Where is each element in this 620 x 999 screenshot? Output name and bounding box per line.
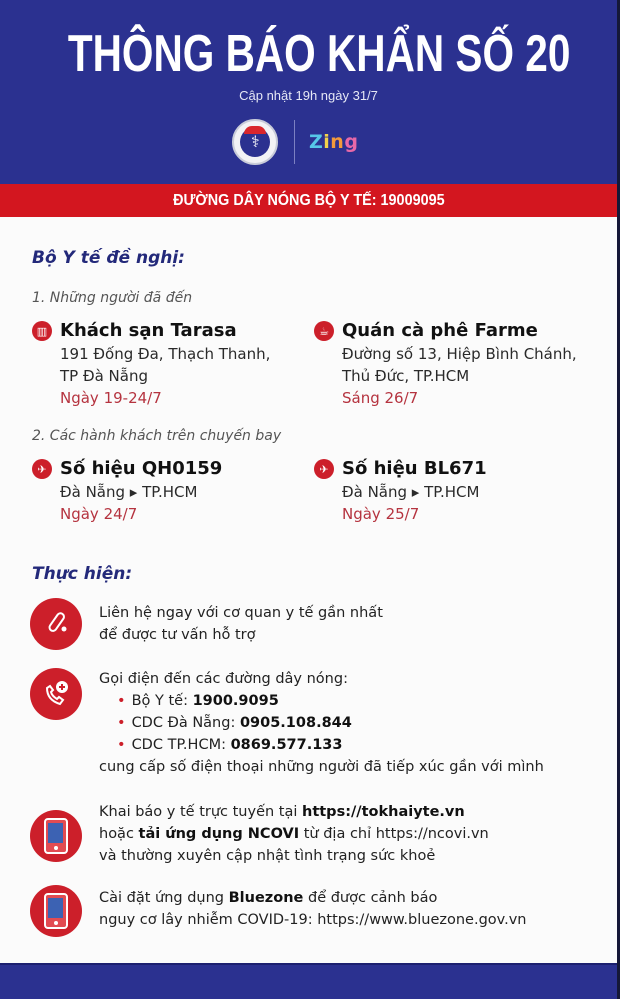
recommend-heading: Bộ Y tế đề nghị: [32,248,185,268]
notice-page: THÔNG BÁO KHẨN SỐ 20 Cập nhật 19h ngày 31/7 ⚕ Zing ĐƯỜNG DÂY NÓNG BỘ Y TẾ: 19009095 Bộ Y tế đề nghị: 1. Những người đã đến ▥ Khách sạn Tarasa 191 Đống Đa, Thạch Thanh, TP Đà Nẵng Ngày 19-24/7 ☕ Quán cà phê Farme Đường số 13, Hiệp Bình Chánh, Thủ Đức, TP.HCM Sáng 26/7 2. Các hành khách trên chuyến bay ✈ Số hiệu QH0159 Đà Nẵng ▸ TP.HCM Ngày 24/7 ✈ Số hiệu BL671 Đà Nẵng ▸ TP.HCM Ngày 25/7 Thực hiện: Liên hệ ngay với cơ quan y tế gần nhất để được tư vấn hỗ trợ Gọi điện đến các đường dây nóng: • Bộ Y tế: 1900.9095 • CDC Đà Nẵng: 0905.108.844 • CDC TP.HCM: 0869.577.133 cung cấp số điện thoại những người đã tiếp xúc gần với mình Khai báo y tế trực tuyến tại https://tokhaiyte.vn hoặc tải ứng dụng NCOVI từ địa chỉ https://ncovi.vn và thường xuyên cập nhật tình trạng sức khoẻ Cài đặt ứng dụng Bluezone để được cảnh báo nguy cơ lây nhiễm COVID-19: https://www.bluezone.gov.vn [0,0,617,999]
place-item: ☕ Quán cà phê Farme Đường số 13, Hiệp Bình Chánh, Thủ Đức, TP.HCM Sáng 26/7 [342,319,620,409]
header-banner [0,0,617,184]
zing-logo: Zing [309,131,359,153]
logo-divider [294,120,295,164]
logo-row [232,118,358,166]
place-item: ▥ Khách sạn Tarasa 191 Đống Đa, Thạch Thanh, TP Đà Nẵng Ngày 19-24/7 [60,319,350,409]
flight-item: ✈ Số hiệu QH0159 Đà Nẵng ▸ TP.HCM Ngày 24/7 [60,457,350,525]
group1-label: 1. Những người đã đến [32,290,193,306]
group2-label: 2. Các hành khách trên chuyến bay [32,428,282,444]
plane-icon: ✈ [32,459,52,479]
hotline-bomoh: • Bộ Y tế: 1900.9095 [99,690,619,712]
hotline-banner: ĐƯỜNG DÂY NÓNG BỘ Y TẾ: 19009095 [0,184,617,217]
hotel-icon: ▥ [32,321,52,341]
test-tube-icon [30,598,82,650]
footer-bar [0,963,617,999]
bluezone-app-icon [30,885,82,937]
hotline-cdc-hcm: • CDC TP.HCM: 0869.577.133 [99,734,619,756]
actions-heading: Thực hiện: [32,564,133,584]
update-time: Cập nhật 19h ngày 31/7 [239,88,378,103]
page-title: THÔNG BÁO KHẨN SỐ 20 [67,25,571,83]
ncovi-app-icon [30,810,82,862]
cafe-icon: ☕ [314,321,334,341]
hotline-cdc-danang: • CDC Đà Nẵng: 0905.108.844 [99,712,619,734]
ministry-of-health-logo-icon: ⚕ [232,119,278,165]
plane-icon: ✈ [314,459,334,479]
flight-item: ✈ Số hiệu BL671 Đà Nẵng ▸ TP.HCM Ngày 25/7 [342,457,620,525]
phone-plus-icon [30,668,82,720]
